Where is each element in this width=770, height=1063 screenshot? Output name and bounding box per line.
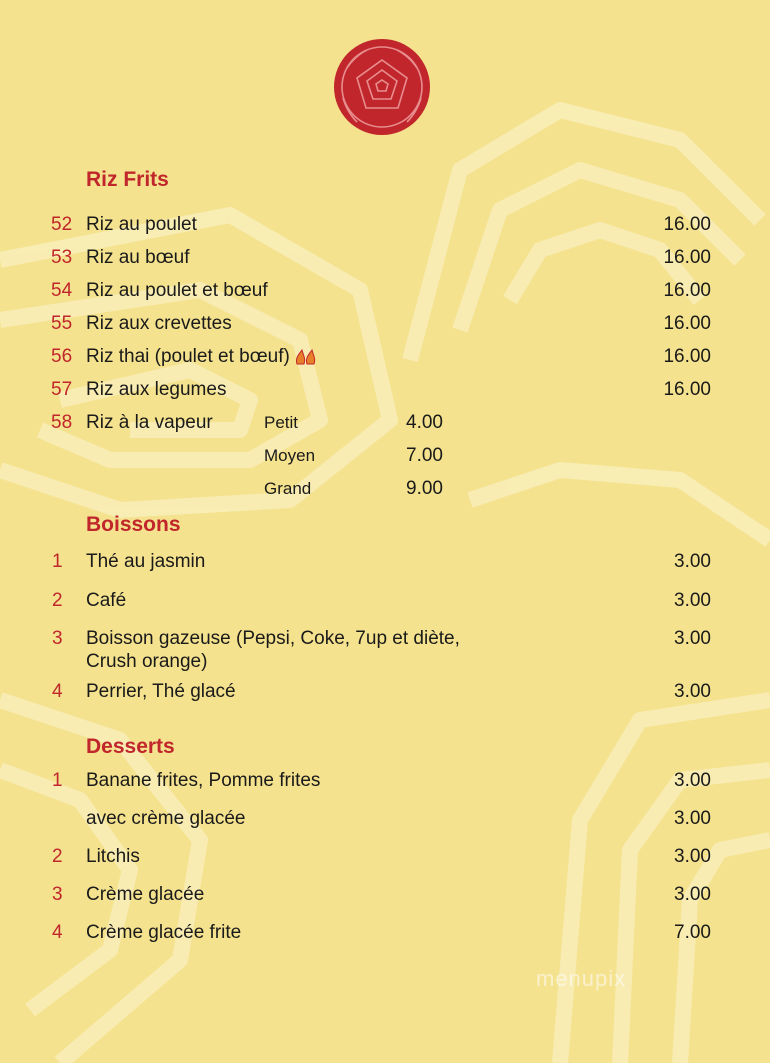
watermark: menupix: [536, 966, 627, 991]
item-number: 1: [52, 770, 63, 791]
item-price: 3.00: [674, 770, 711, 791]
spicy-chili-icon: [294, 349, 318, 365]
item-price: 16.00: [663, 313, 711, 334]
item-name: Riz au poulet: [86, 214, 197, 235]
size-price: 7.00: [406, 445, 443, 466]
item-name: Riz aux crevettes: [86, 313, 232, 334]
section-title-desserts: Desserts: [86, 735, 175, 758]
item-name: Café: [86, 590, 127, 611]
item-number: 56: [51, 346, 73, 367]
item-name: Riz à la vapeur: [86, 412, 213, 433]
item-name: Riz thai (poulet et bœuf): [86, 346, 290, 367]
item-price: 3.00: [674, 628, 711, 649]
item-number: 1: [52, 551, 63, 572]
item-price: 16.00: [663, 280, 711, 301]
item-number: 58: [51, 412, 73, 433]
item-price: 3.00: [674, 846, 711, 867]
item-number: 57: [51, 379, 73, 400]
item-number: 55: [51, 313, 73, 334]
size-label: Moyen: [264, 446, 316, 465]
item-price: 3.00: [674, 590, 711, 611]
size-price: 9.00: [406, 478, 443, 499]
item-price: 3.00: [674, 681, 711, 702]
item-name: avec crème glacée: [86, 808, 246, 829]
item-price: 16.00: [663, 379, 711, 400]
size-price: 4.00: [406, 412, 443, 433]
item-name-with-icon: [86, 346, 318, 368]
section-title-riz-frits: Riz Frits: [86, 168, 169, 191]
item-name: Crème glacée: [86, 884, 205, 905]
item-price: 7.00: [674, 922, 711, 943]
item-number: 54: [51, 280, 73, 301]
item-price: 3.00: [674, 808, 711, 829]
red-medallion-icon: [333, 38, 431, 136]
item-price: 16.00: [663, 214, 711, 235]
size-label: Petit: [264, 413, 299, 432]
item-name: Perrier, Thé glacé: [86, 681, 236, 702]
size-label: Grand: [264, 479, 312, 498]
item-name: Thé au jasmin: [86, 551, 206, 572]
item-number: 3: [52, 628, 63, 649]
section-title-boissons: Boissons: [86, 513, 181, 536]
item-number: 2: [52, 590, 63, 611]
item-name: Banane frites, Pomme frites: [86, 770, 321, 791]
item-name: Litchis: [86, 846, 140, 867]
item-number: 4: [52, 681, 63, 702]
item-number: 52: [51, 214, 73, 235]
item-price: 3.00: [674, 884, 711, 905]
item-name: Boisson gazeuse (Pepsi, Coke, 7up et diète,: [86, 628, 460, 649]
item-name-continued: Crush orange): [86, 651, 208, 672]
item-name: Crème glacée frite: [86, 922, 242, 943]
item-name: Riz aux legumes: [86, 379, 227, 400]
item-number: 4: [52, 922, 63, 943]
item-number: 3: [52, 884, 63, 905]
item-number: 2: [52, 846, 63, 867]
item-price: 16.00: [663, 247, 711, 268]
item-price: 16.00: [663, 346, 711, 367]
item-number: 53: [51, 247, 73, 268]
item-name: Riz au bœuf: [86, 247, 190, 268]
item-name: Riz au poulet et bœuf: [86, 280, 268, 301]
item-price: 3.00: [674, 551, 711, 572]
